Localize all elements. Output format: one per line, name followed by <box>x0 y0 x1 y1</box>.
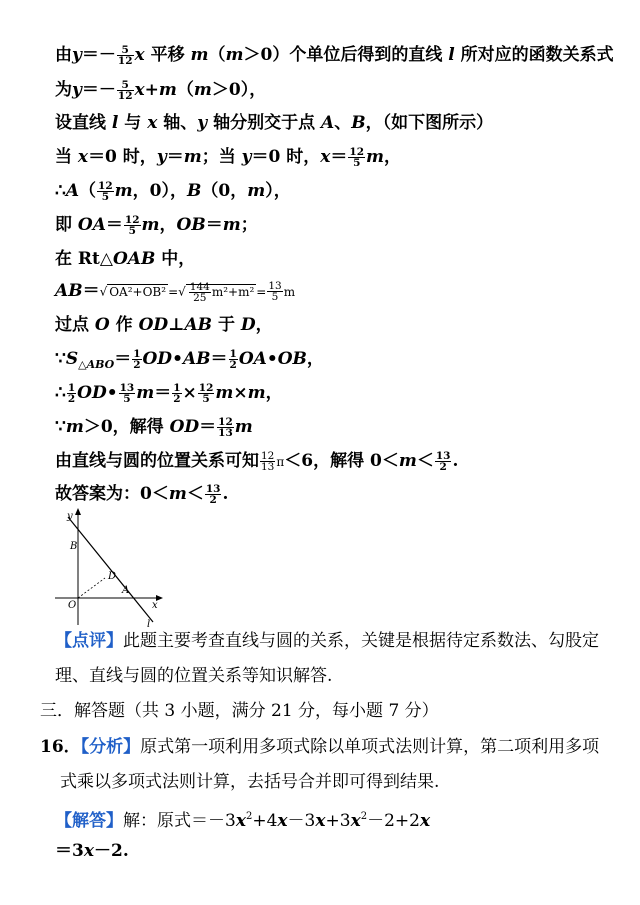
label-a: A <box>122 585 130 596</box>
line-14: 故答案为：0＜m＜ $\frac{13}{2}$ . <box>55 483 229 506</box>
line-12: ∵m＞0，解得 OD＝ $\frac{12}{13}$ m <box>55 416 253 439</box>
comment-line-1: 【点评】此题主要考查直线与圆的关系，关键是根据待定系数法、勾股定 <box>55 631 599 651</box>
label-d: D <box>108 571 117 582</box>
label-x: x <box>152 600 158 611</box>
y-axis-arrow <box>75 508 81 515</box>
section-heading: 三．解答题（共 3 小题，满分 21 分，每小题 7 分） <box>40 701 439 721</box>
label-b: B <box>70 541 78 552</box>
line-7: 在 Rt△OAB 中， <box>55 249 196 269</box>
line-1: 由y＝－ $\frac{5}{12}$ x 平移 m（m＞0）个单位后得到的直线 l 所对应的函数关系式 <box>55 44 614 67</box>
line-9: 过点 O 作 OD⊥AB 于 D， <box>55 315 273 335</box>
answer-line-2: ＝3x－2. <box>55 841 129 861</box>
analysis-line-2: 式乘以多项式法则计算，去括号合并即可得到结果. <box>60 772 440 792</box>
tag-answer: 【解答】 <box>55 811 123 831</box>
analysis-line-1: 16．【分析】原式第一项利用多项式除以单项式法则计算，第二项利用多项 <box>40 737 600 757</box>
line-10: $\because S_{\triangle ABO}=$ $\frac{1}{2}$ OD•AB＝ $\frac{1}{2}$ OA•OB， <box>55 348 324 371</box>
line-5: ∴A（ $\frac{12}{5}$ m，0），B（0，m）， <box>55 180 291 203</box>
label-o: O <box>68 600 77 611</box>
label-y: y <box>67 511 73 522</box>
line-l <box>68 517 153 622</box>
label-l: l <box>147 619 151 630</box>
comment-line-2: 理、直线与圆的位置关系等知识解答. <box>55 666 333 686</box>
geometry-figure <box>50 505 170 630</box>
line-8: AB＝√ OA²+OB² =√ $\frac{144}{25}$ m²+m² = $\frac{13}{5}$ m <box>55 280 296 304</box>
line-4: 当 x＝0 时，y＝m；当 y＝0 时，x＝ $\frac{12}{5}$ m， <box>55 146 402 169</box>
line-13: 由直线与圆的位置关系可知 $\frac{12}{13}$ π＜6，解得 0＜m＜ $\frac{13}{2}$ . <box>55 450 459 473</box>
segment-od <box>78 578 105 598</box>
line-3: 设直线 l 与 x 轴、y 轴分别交于点 A、B，（如下图所示） <box>55 113 494 133</box>
tag-comment: 【点评】 <box>55 631 123 651</box>
line-11: ∴ $\frac{1}{2}$ OD• $\frac{13}{5}$ m＝ $\frac{1}{2}$ × $\frac{12}{5}$ m×m， <box>55 382 283 405</box>
answer-line-1: 【解答】解：原式$=-3x^2+4x-3x+3x^2-2+2x$ <box>55 811 431 831</box>
tag-analysis: 【分析】 <box>80 737 141 757</box>
line-6: 即 OA＝ $\frac{12}{5}$ m，OB＝m； <box>55 214 258 237</box>
line-2: 为y＝－ $\frac{5}{12}$ x+m（m＞0）， <box>55 79 267 102</box>
